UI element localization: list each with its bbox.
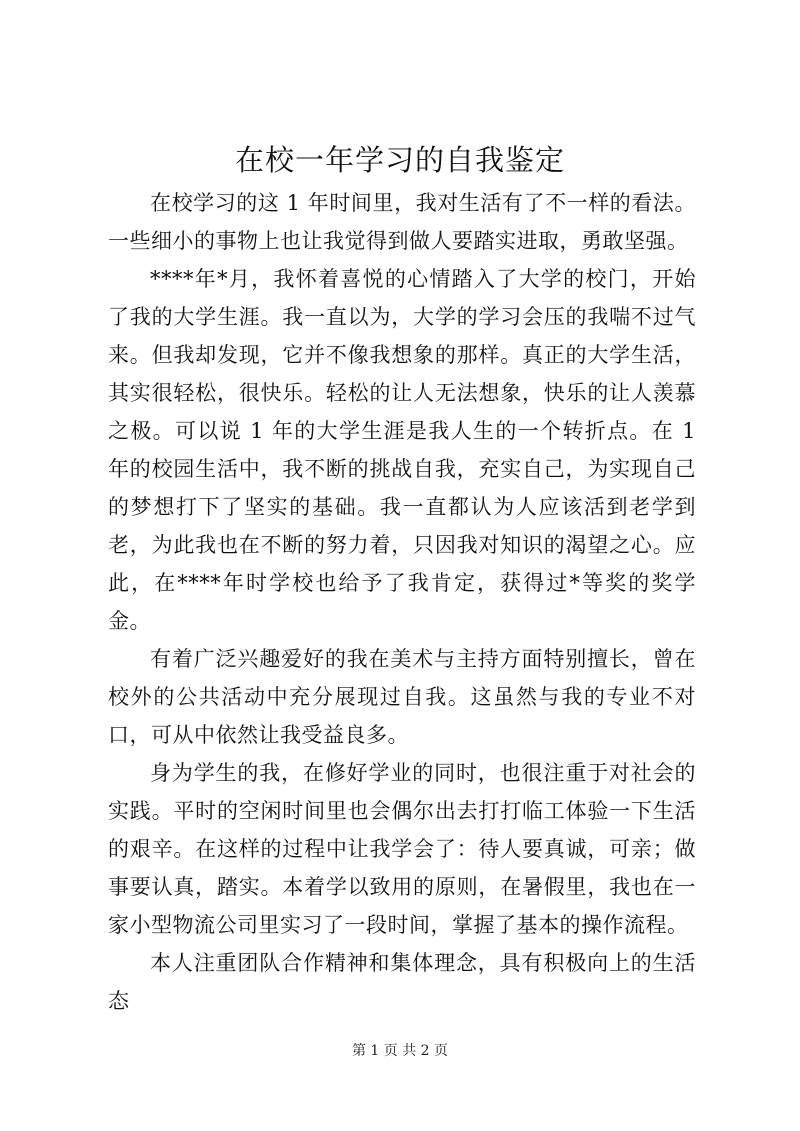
paragraph-5: 本人注重团队合作精神和集体理念，具有积极向上的生活态 <box>108 951 696 1013</box>
paragraph-1: 在校学习的这 1 年时间里，我对生活有了不一样的看法。一些细小的事物上也让我觉得到做人要踏实进取，勇敢坚强。 <box>108 191 696 253</box>
paragraph-4: 身为学生的我，在修好学业的同时，也很注重于对社会的实践。平时的空闲时间里也会偶尔出去打打临工体验一下生活的艰辛。在这样的过程中让我学会了：待人要真诚，可亲；做事要认真，踏实。本着学以致用的原则，在暑假里，我也在一家小型物流公司里实习了一段时间，掌握了基本的操作流程。 <box>108 761 696 937</box>
paragraph-2: ****年*月，我怀着喜悦的心情踏入了大学的校门，开始了我的大学生涯。我一直以为，大学的学习会压的我喘不过气来。但我却发现，它并不像我想象的那样。真正的大学生活，其实很轻松，很快乐。轻松的让人无法想象，快乐的让人羡慕之极。可以说 1 年的大学生涯是我人生的一个转折点。在 1 年的校园生活中，我不断的挑战自我，充实自己，为实现自己的梦想打下了坚实的基础。我一直都认为人应该活到老学到老，为此我也在不断的努力着，只因我对知识的渴望之心。应此，在****年时学校也给予了我肯定，获得过*等奖的奖学金。 <box>108 267 696 633</box>
document-body <box>108 184 696 1020</box>
page-footer: 第 1 页 共 2 页 <box>351 1043 449 1059</box>
page-title: 在校一年学习的自我鉴定 <box>234 143 565 177</box>
paragraph-3: 有着广泛兴趣爱好的我在美术与主持方面特别擅长，曾在校外的公共活动中充分展现过自我。这虽然与我的专业不对口，可从中依然让我受益良多。 <box>108 647 696 747</box>
